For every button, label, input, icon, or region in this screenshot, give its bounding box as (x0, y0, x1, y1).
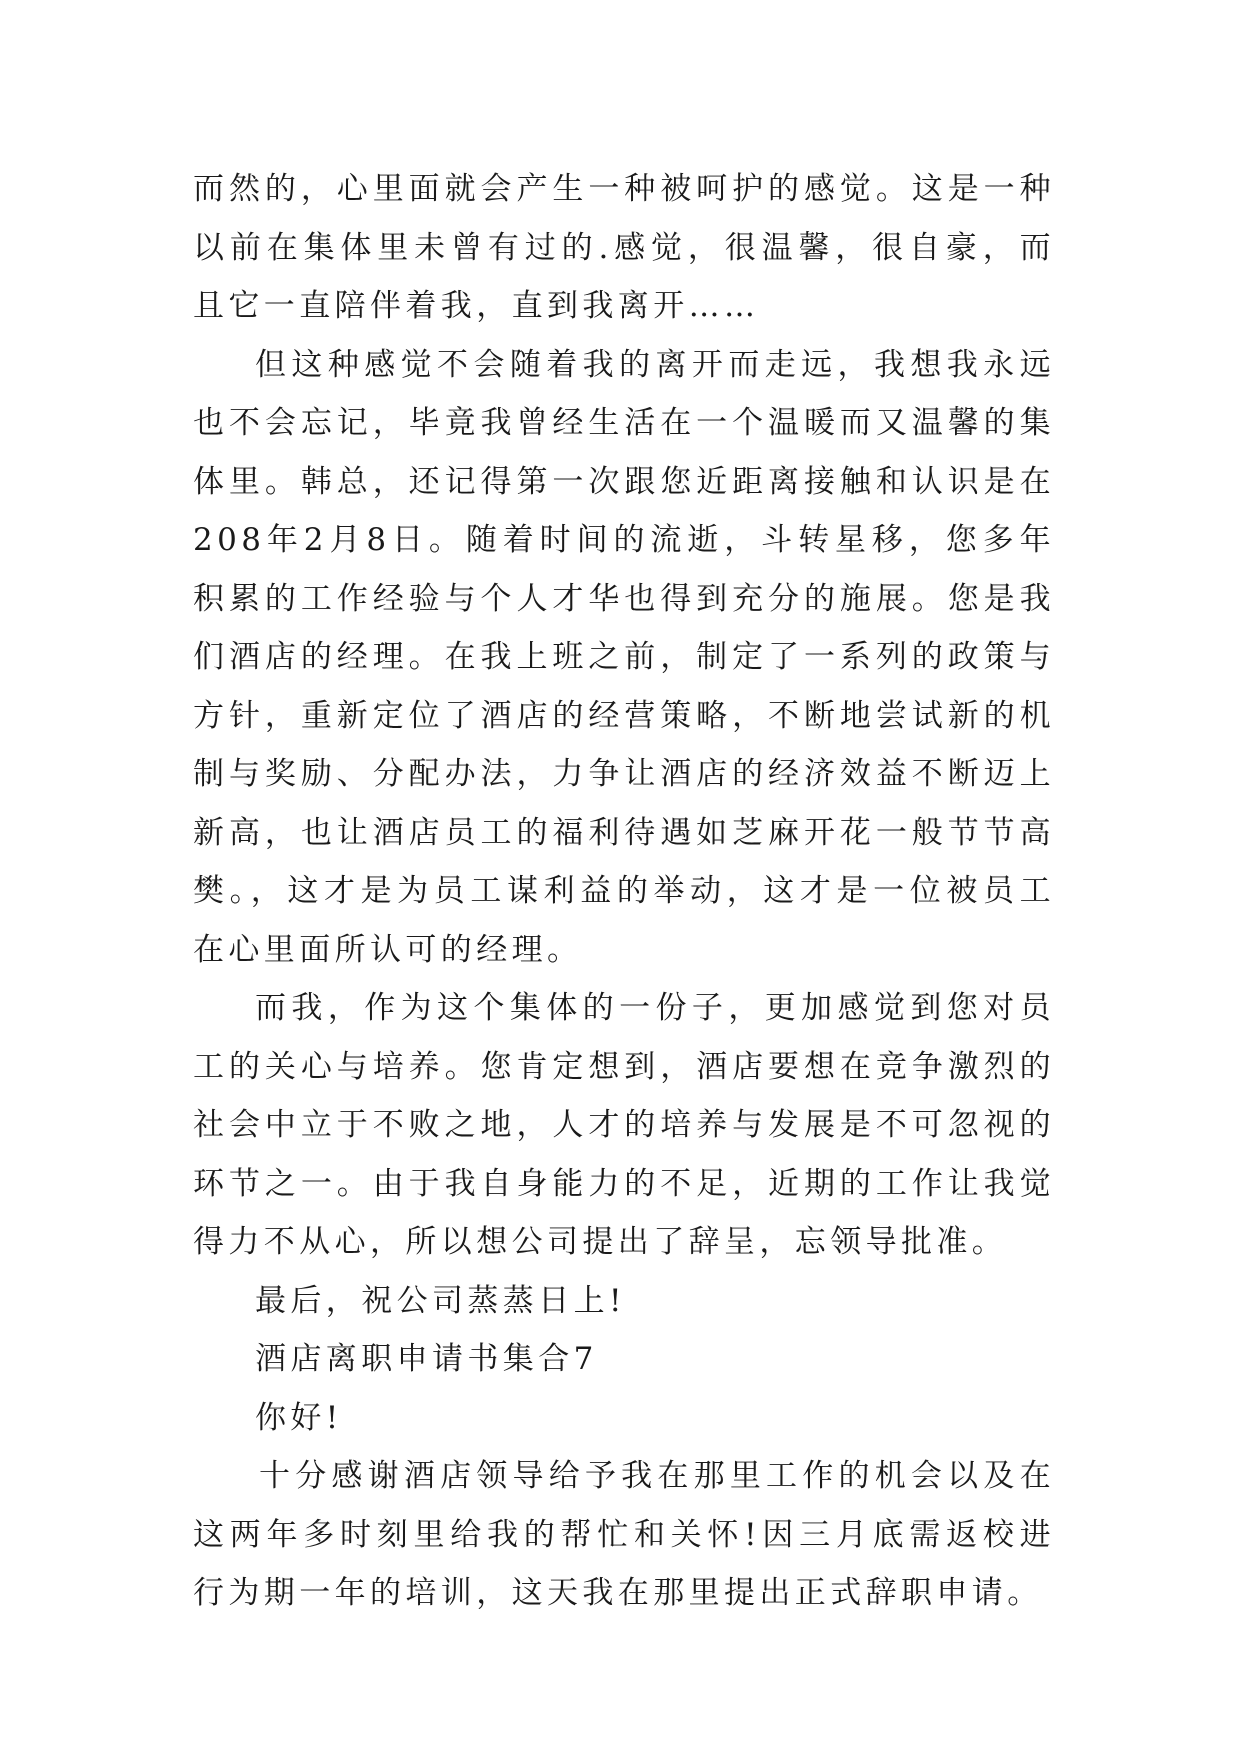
paragraph-resignation-reason: 而我，作为这个集体的一份子，更加感觉到您对员工的关心与培养。您肯定想到，酒店要想在竞争激烈的社会中立于不败之地，人才的培养与发展是不可忽视的环节之一。由于我自身能力的不足，近期的工作让我觉得力不从心，所以想公司提出了辞呈，忘领导批准。 (193, 990, 1055, 1260)
paragraph-thanks: 十分感谢酒店领导给予我在那里工作的机会以及在这两年多时刻里给我的帮忙和关怀!因三月底需返校进行为期一年的培训，这天我在那里提出正式辞职申请。 (193, 1458, 1055, 1611)
paragraph-continuation: 而然的，心里面就会产生一种被呵护的感觉。这是一种以前在集体里未曾有过的.感觉，很温馨，很自豪，而且它一直陪伴着我，直到我离开…… (193, 171, 1055, 324)
paragraph-manager-praise: 但这种感觉不会随着我的离开而走远，我想我永远也不会忘记，毕竟我曾经生活在一个温暖而又温馨的集体里。韩总，还记得第一次跟您近距离接触和认识是在208年2月8日。随着时间的流逝，斗转星移，您多年积累的工作经验与个人才华也得到充分的施展。您是我们酒店的经理。在我上班之前，制定了一系列的政策与方针，重新定位了酒店的经营策略，不断地尝试新的机制与奖励、分配办法，力争让酒店的经济效益不断迈上新高，也让酒店员工的福利待遇如芝麻开花一般节节高樊。，这才是为员工谋利益的举动，这才是一位被员工在心里面所认可的经理。 (193, 346, 1055, 968)
paragraph-closing-wish: 最后，祝公司蒸蒸日上! (255, 1282, 626, 1319)
document-body (193, 160, 1055, 1623)
salutation: 你好! (255, 1399, 343, 1436)
section-heading: 酒店离职申请书集合7 (255, 1341, 598, 1377)
